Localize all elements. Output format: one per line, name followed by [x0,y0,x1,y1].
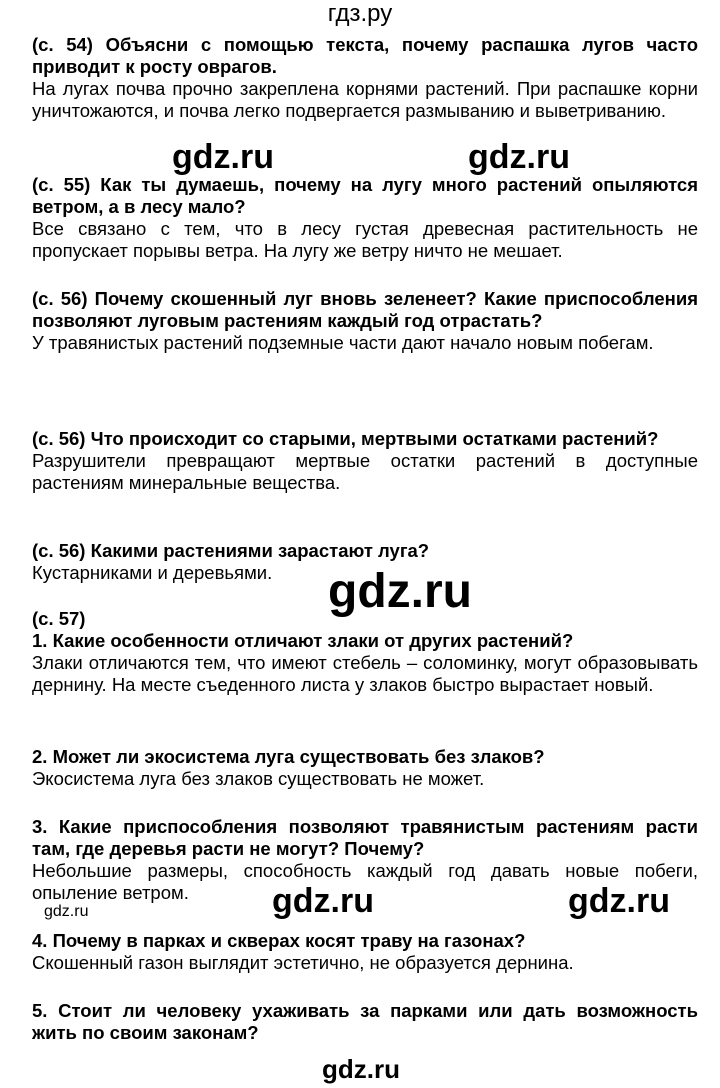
answer-1: На лугах почва прочно закреплена корнями растений. При распашке корни уничтожаются, и почва легко подвергается размыванию и выветриванию. [32,78,698,121]
qa-item-9 [32,930,698,974]
watermark-logo: gdz.ru [322,1054,400,1084]
qa-item-2 [32,174,698,262]
question-2: (с. 55) Как ты думаешь, почему на лугу много растений опыляются ветром, а в лесу мало? [32,174,698,217]
answer-3: У травянистых растений подземные части дают начало новым побегам. [32,332,654,353]
answer-4: Разрушители превращают мертвые остатки растений в доступные растениям минеральные вещества. [32,450,698,493]
qa-item-3 [32,288,698,354]
watermark-logo: gdz.ru [172,138,274,176]
answer-9: Скошенный газон выглядит эстетично, не образуется дернина. [32,952,574,973]
question-4: (с. 56) Что происходит со старыми, мертвыми остатками растений? [32,428,659,449]
answer-6: Злаки отличаются тем, что имеют стебель – соломинку, могут образовывать дернину. На месте съеденного листа у злаков быстро вырастает новый. [32,652,698,695]
question-5: (с. 56) Какими растениями зарастают луга? [32,540,430,561]
qa-item-7 [32,746,698,790]
site-header: гдз.ру [327,0,393,27]
qa-item-4 [32,428,698,494]
answer-7: Экосистема луга без злаков существовать не может. [32,768,485,789]
watermark-logo: gdz.ru [328,565,472,618]
watermark-logo: gdz.ru [468,138,570,176]
question-1: (с. 54) Объясни с помощью текста, почему распашка лугов часто приводит к росту оврагов. [32,34,698,77]
answer-2: Все связано с тем, что в лесу густая древесная растительность не пропускает порывы ветра. На лугу же ветру ничто не мешает. [32,218,698,261]
qa-item-1 [32,34,698,122]
qa-item-6 [32,608,698,696]
question-8: 3. Какие приспособления позволяют травянистым растениям расти там, где деревья расти не могут? Почему? [32,816,698,859]
watermark-logo: gdz.ru [568,882,670,920]
question-9: 4. Почему в парках и скверах косят траву на газонах? [32,930,526,951]
watermark-logo: gdz.ru [44,903,89,920]
qa-item-10 [32,1000,698,1044]
answer-5: Кустарниками и деревьями. [32,562,273,583]
question-10: 5. Стоит ли человеку ухаживать за парками или дать возможность жить по своим законам? [32,1000,698,1043]
answer-8: Небольшие размеры, способность каждый год давать новые побеги, опыление ветром. [32,860,698,903]
question-3: (с. 56) Почему скошенный луг вновь зеленеет? Какие приспособления позволяют луговым растениям каждый год отрастать? [32,288,698,331]
question-6: (с. 57) 1. Какие особенности отличают злаки от других растений? [32,608,574,651]
question-7: 2. Может ли экосистема луга существовать без злаков? [32,746,545,767]
watermark-logo: gdz.ru [272,882,374,920]
